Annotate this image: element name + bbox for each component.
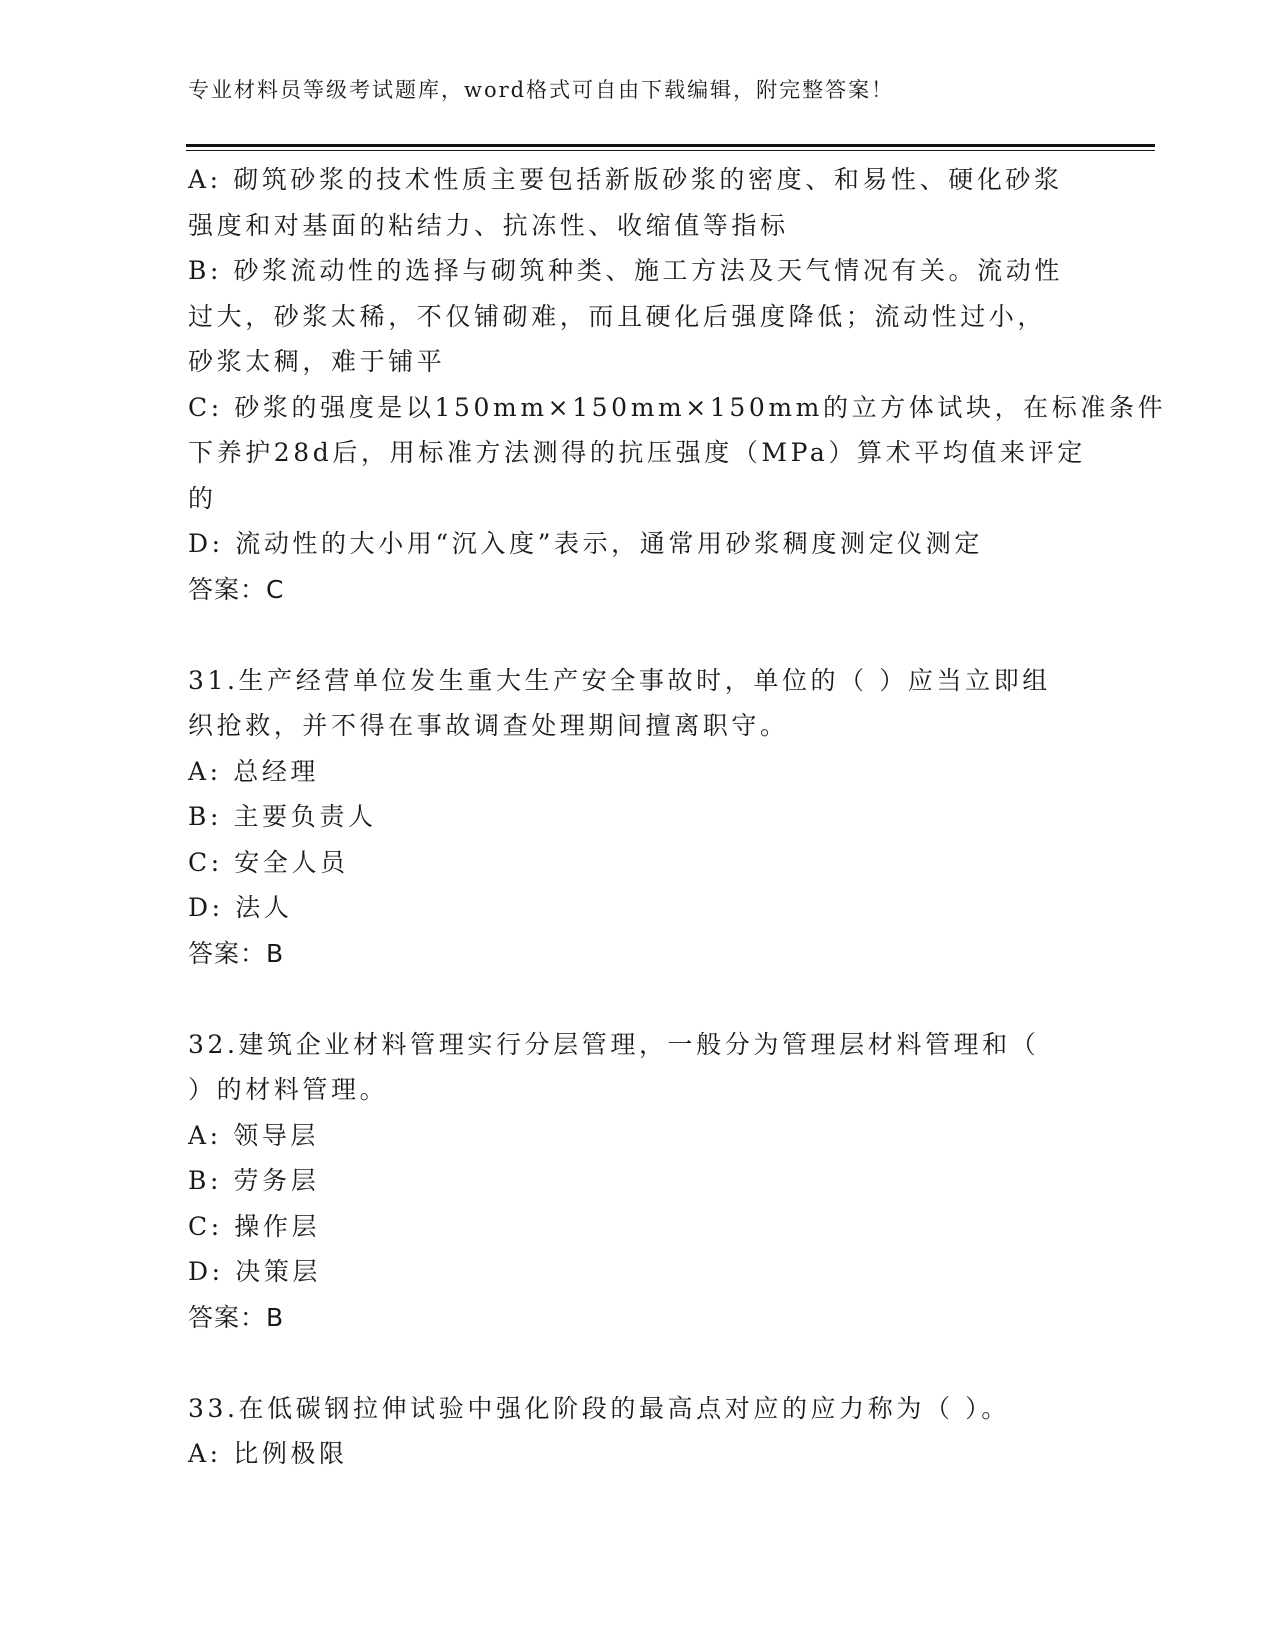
q33-option-a: A: 比例极限 [188,1439,348,1468]
prev-option-c-line-3: 的 [188,483,217,513]
q31-stem-line-1: 31.生产经营单位发生重大生产安全事故时，单位的（ ）应当立即组 [188,665,1051,695]
question-32 [188,1022,1078,1341]
q32-option-d: D: 决策层 [188,1257,322,1286]
q32-option-c: C: 操作层 [188,1211,321,1241]
prev-option-a-line-2: 强度和对基面的粘结力、抗冻性、收缩值等指标 [188,210,789,240]
prev-option-a-line-1: A: 砌筑砂浆的技术性质主要包括新版砂浆的密度、和易性、硬化砂浆 [188,165,1063,194]
prev-option-d: D: 流动性的大小用“沉入度”表示，通常用砂浆稠度测定仪测定 [188,529,983,558]
q31-option-c: C: 安全人员 [188,847,349,877]
spacer [188,1340,1078,1386]
q32-stem-line-2: ）的材料管理。 [188,1075,389,1104]
spacer [188,612,1078,658]
q31-option-b: B: 主要负责人 [188,802,377,831]
q31-option-a: A: 总经理 [188,756,320,786]
q32-answer: 答案：B [188,1302,285,1332]
spacer [188,976,1078,1022]
prev-question [188,157,1167,612]
q33-stem-line-1: 33.在低碳钢拉伸试验中强化阶段的最高点对应的应力称为（ ）。 [188,1393,1010,1423]
q32-option-b: B: 劳务层 [188,1166,320,1195]
q31-stem-line-2: 织抢救，并不得在事故调查处理期间擅离职守。 [188,711,789,740]
page-header: 专业材料员等级考试题库，word格式可自由下载编辑，附完整答案！ [188,78,895,102]
prev-option-b-line-3: 砂浆太稠，难于铺平 [188,347,446,376]
prev-option-b-line-2: 过大，砂浆太稀，不仅铺砌难，而且硬化后强度降低；流动性过小， [188,301,1047,331]
q32-option-a: A: 领导层 [188,1120,320,1150]
q31-answer: 答案：B [188,938,285,968]
header-rule-thick [186,144,1155,147]
question-31 [188,658,1078,977]
q31-option-d: D: 法人 [188,893,293,922]
question-content [188,157,1167,1477]
q32-stem-line-1: 32.建筑企业材料管理实行分层管理，一般分为管理层材料管理和（ [188,1029,1040,1059]
prev-option-c-line-2: 下养护28d后，用标准方法测得的抗压强度（MPa）算术平均值来评定 [188,438,1086,467]
prev-option-b-line-1: B: 砂浆流动性的选择与砌筑种类、施工方法及天气情况有关。流动性 [188,256,1063,285]
prev-answer: 答案：C [188,574,285,604]
question-33 [188,1386,1078,1477]
prev-option-c-line-1: C: 砂浆的强度是以150mm×150mm×150mm的立方体试块，在标准条件 [188,392,1167,422]
header-rule-thin [186,150,1155,151]
